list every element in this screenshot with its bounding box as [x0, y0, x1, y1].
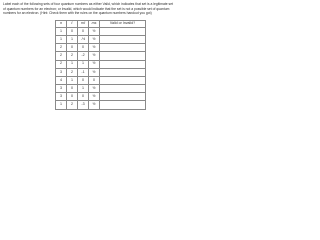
- cell-ms: ½: [89, 44, 100, 52]
- cell-ml: -½: [78, 35, 89, 43]
- cell-ml: -1: [78, 68, 89, 76]
- cell-ml: 0: [78, 93, 89, 101]
- cell-ms: ½: [89, 35, 100, 43]
- cell-answer[interactable]: [100, 85, 146, 93]
- cell-n: 1: [56, 27, 67, 35]
- header-ml: mℓ: [78, 21, 89, 28]
- cell-l: 0: [67, 44, 78, 52]
- cell-n: 3: [56, 68, 67, 76]
- quantum-numbers-table: [55, 20, 146, 110]
- cell-answer[interactable]: [100, 44, 146, 52]
- cell-answer[interactable]: [100, 60, 146, 68]
- header-n: n: [56, 21, 67, 28]
- cell-n: 2: [56, 52, 67, 60]
- cell-answer[interactable]: [100, 101, 146, 109]
- cell-n: 2: [56, 44, 67, 52]
- cell-ml: 0: [78, 44, 89, 52]
- cell-l: 1: [67, 35, 78, 43]
- cell-ms: ½: [89, 52, 100, 60]
- cell-answer[interactable]: [100, 27, 146, 35]
- table-header-row: [56, 21, 146, 28]
- cell-l: 0: [67, 27, 78, 35]
- header-ms: ms: [89, 21, 100, 28]
- cell-l: 2: [67, 52, 78, 60]
- cell-ml: 0: [78, 27, 89, 35]
- table-row: [56, 35, 146, 43]
- instructions-text: [3, 2, 197, 16]
- cell-ml: -2: [78, 52, 89, 60]
- cell-ms: ½: [89, 101, 100, 109]
- cell-answer[interactable]: [100, 35, 146, 43]
- table-row: [56, 27, 146, 35]
- table-row: [56, 44, 146, 52]
- cell-l: 1: [67, 76, 78, 84]
- cell-answer[interactable]: [100, 52, 146, 60]
- cell-l: 2: [67, 101, 78, 109]
- instructions-line-2: of quantum numbers for an electron; or Invalid, which would indicate that the set is not a possible set of quantum: [3, 6, 170, 11]
- cell-n: 4: [56, 76, 67, 84]
- cell-ms: ½: [89, 85, 100, 93]
- cell-n: 3: [56, 85, 67, 93]
- cell-n: 1: [56, 35, 67, 43]
- cell-ms: ½: [89, 27, 100, 35]
- cell-ml: 1: [78, 60, 89, 68]
- cell-n: 2: [56, 60, 67, 68]
- cell-ml: 1: [78, 85, 89, 93]
- cell-ms: ½: [89, 60, 100, 68]
- cell-answer[interactable]: [100, 76, 146, 84]
- table-row: [56, 93, 146, 101]
- header-valid-or-invalid: Valid or Invalid?: [100, 21, 146, 28]
- table-row: [56, 76, 146, 84]
- cell-ms: ½: [89, 68, 100, 76]
- cell-l: 0: [67, 85, 78, 93]
- header-l: ℓ: [67, 21, 78, 28]
- cell-l: 1: [67, 60, 78, 68]
- table-row: [56, 101, 146, 109]
- instructions-line-3: numbers for an electron. (Hint: Check them with the rules on the quantum numbers handout you got): [3, 11, 152, 15]
- cell-answer[interactable]: [100, 68, 146, 76]
- cell-l: 2: [67, 68, 78, 76]
- instructions-line-1: Label each of the following sets of four quantum numbers as either Valid, which indicates that set is a legitimate set: [3, 2, 174, 6]
- cell-answer[interactable]: [100, 93, 146, 101]
- cell-ml: -3: [78, 101, 89, 109]
- cell-n: 3: [56, 93, 67, 101]
- cell-ms: ½: [89, 93, 100, 101]
- table-row: [56, 52, 146, 60]
- cell-ms: 0: [89, 76, 100, 84]
- table-row: [56, 68, 146, 76]
- table-row: [56, 60, 146, 68]
- table-row: [56, 85, 146, 93]
- cell-n: 1: [56, 101, 67, 109]
- cell-ml: 0: [78, 76, 89, 84]
- cell-l: 0: [67, 93, 78, 101]
